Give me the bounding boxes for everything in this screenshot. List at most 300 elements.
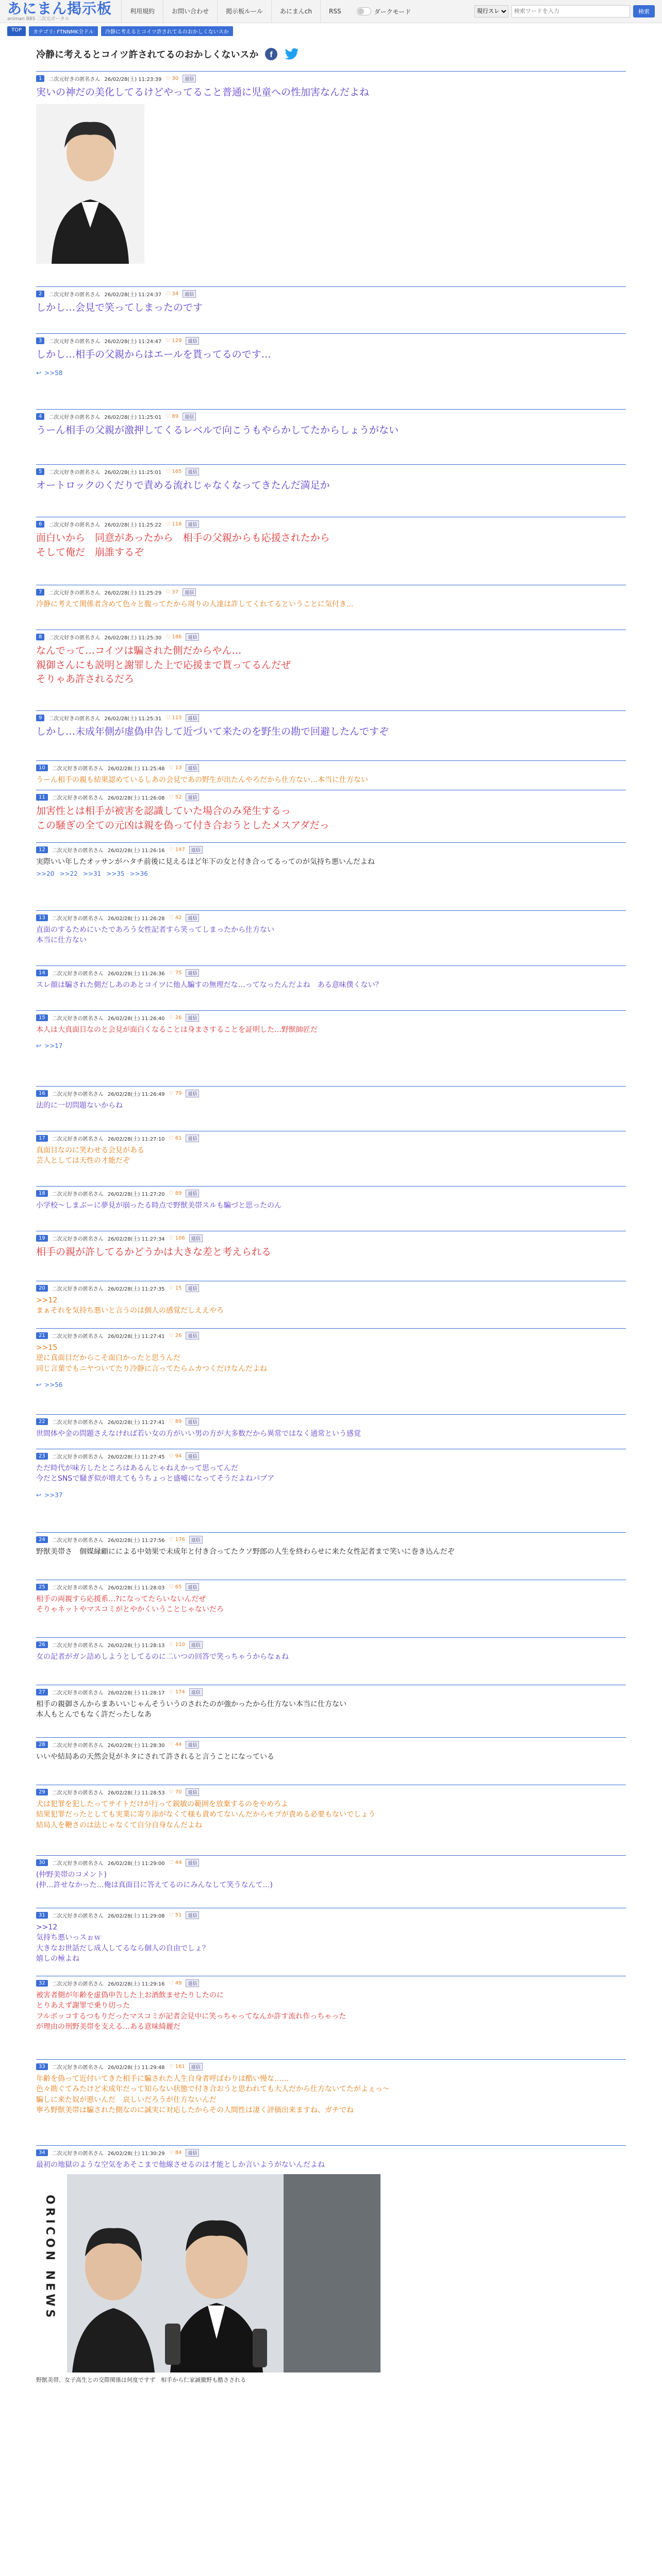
good-count[interactable] (169, 1453, 182, 1459)
post-date: 26/02/28(土) 11:28:30 (107, 1743, 165, 1749)
heart-icon[interactable]: ♡ (169, 1091, 175, 1096)
good-value: 30 (172, 76, 179, 81)
good-count[interactable] (169, 1333, 182, 1338)
post-number[interactable]: 30 (36, 1859, 48, 1866)
post-date: 26/02/28(土) 11:29:16 (107, 1981, 165, 1987)
post-number[interactable]: 12 (36, 846, 48, 853)
good-count[interactable] (166, 469, 181, 474)
post-number[interactable]: 10 (36, 765, 48, 771)
poster-name: 二次元好きの匿名さん (52, 1790, 104, 1796)
reply-button[interactable]: 返信 (186, 1452, 199, 1460)
heart-icon[interactable]: ♡ (169, 1453, 175, 1459)
post-item (36, 585, 626, 630)
breadcrumb-top[interactable]: TOP (7, 26, 26, 36)
post-date: 26/02/28(土) 11:29:48 (107, 2065, 165, 2071)
reply-button[interactable]: 返信 (183, 413, 196, 420)
reply-arrow-icon: ↩ (36, 1491, 42, 1499)
post-item (36, 2145, 626, 2406)
heart-icon[interactable]: ♡ (169, 1742, 175, 1748)
anchor-link[interactable]: >>31 (82, 870, 102, 878)
heart-icon[interactable]: ♡ (169, 1191, 175, 1196)
post-item (36, 1328, 626, 1414)
press-conference-photo (36, 2174, 380, 2372)
post-number[interactable]: 22 (36, 1418, 48, 1425)
post-header (36, 1284, 626, 1292)
post-number[interactable]: 34 (36, 2149, 48, 2156)
post-header (36, 468, 626, 476)
good-value: 52 (175, 794, 182, 800)
reply-button[interactable]: 返信 (183, 290, 196, 298)
reply-button[interactable]: 返信 (189, 846, 203, 854)
breadcrumb-thread[interactable]: 冷静に考えるとコイツ許されてるのおかしくないスか (101, 26, 233, 36)
search-scope-select[interactable] (474, 5, 508, 18)
post-number[interactable]: 19 (36, 1235, 48, 1242)
reply-button[interactable]: 返信 (189, 1688, 203, 1696)
post-number[interactable]: 23 (36, 1453, 48, 1460)
post-number[interactable]: 27 (36, 1689, 48, 1696)
heart-icon[interactable]: ♡ (169, 794, 175, 800)
good-count[interactable] (169, 1980, 182, 1986)
post-number[interactable]: 25 (36, 1584, 48, 1590)
reply-button[interactable]: 返信 (186, 520, 199, 528)
good-count[interactable] (169, 794, 182, 800)
heart-icon[interactable]: ♡ (166, 715, 172, 721)
heart-icon[interactable]: ♡ (166, 634, 172, 640)
heart-icon[interactable]: ♡ (169, 765, 175, 771)
post-header (36, 633, 626, 641)
post-number[interactable]: 7 (36, 589, 44, 596)
reply-button[interactable]: 返信 (186, 468, 199, 476)
good-value: 129 (172, 338, 182, 344)
reply-row[interactable] (36, 1381, 626, 1388)
post-body: 加害性とは相手が被害を認識していた場合のみ発生するっ この騒ぎの全ての元凶は親を偽って付き合おうとしたメスアダだっ (36, 805, 329, 831)
reply-button[interactable]: 返信 (186, 793, 199, 801)
post-header (36, 969, 626, 977)
good-count[interactable] (169, 1091, 182, 1096)
reply-button[interactable]: 返信 (189, 2063, 203, 2071)
toggle-switch[interactable] (357, 7, 371, 15)
good-count[interactable] (166, 715, 181, 721)
post-item (36, 517, 626, 585)
reply-row[interactable] (36, 1492, 626, 1499)
reply-button[interactable]: 返信 (186, 1014, 199, 1022)
good-count[interactable] (169, 1419, 182, 1425)
post-date: 26/02/28(土) 11:26:49 (107, 1092, 165, 1097)
good-count[interactable] (169, 915, 182, 921)
heart-icon[interactable]: ♡ (169, 1860, 175, 1866)
good-value: 186 (172, 634, 182, 640)
post-header (36, 588, 626, 596)
post-date: 26/02/28(土) 11:30:29 (107, 2151, 165, 2157)
heart-icon[interactable]: ♡ (166, 76, 172, 81)
heart-icon[interactable]: ♡ (169, 2064, 175, 2070)
post-number[interactable]: 21 (36, 1332, 48, 1339)
poster-name: 二次元好きの匿名さん (48, 635, 101, 641)
reply-link[interactable]: >>58 (44, 369, 63, 377)
post-number[interactable]: 32 (36, 1980, 48, 1987)
good-value: 176 (175, 1537, 185, 1543)
post-body: (仲野美帯のコメント) (仲…許せなかった…俺は真面目に答えてるのにみんなして笑うなんて…) (36, 1871, 273, 1890)
heart-icon[interactable]: ♡ (169, 1333, 175, 1338)
heart-icon[interactable]: ♡ (169, 970, 175, 976)
reply-row[interactable] (36, 369, 626, 377)
post-number[interactable]: 33 (36, 2063, 48, 2070)
post-number[interactable]: 4 (36, 413, 44, 420)
good-value: 65 (175, 1584, 182, 1590)
reply-button[interactable]: 返信 (186, 1418, 199, 1426)
poster-name: 二次元好きの匿名さん (52, 848, 104, 854)
post-header (36, 1134, 626, 1142)
heart-icon[interactable]: ♡ (169, 1642, 175, 1648)
post-body: ただ時代が味方したところはあるんじゃねえかって思ってんだ 今だとSNSで騒ぎ似が増えてもうちょっと盛嘘になってそうだよねパブア (36, 1464, 275, 1483)
nav-contact[interactable]: お問い合わせ (163, 0, 217, 23)
breadcrumb (0, 23, 662, 39)
good-count[interactable] (169, 1015, 182, 1021)
post-number[interactable]: 20 (36, 1285, 48, 1292)
post-body: 法的に一切問題ないからね (36, 1101, 123, 1110)
post-date: 26/02/28(土) 11:24:47 (104, 339, 162, 345)
post-number[interactable]: 6 (36, 521, 44, 528)
post-number[interactable]: 15 (36, 1014, 48, 1021)
reply-button[interactable]: 返信 (186, 914, 199, 922)
reply-button[interactable]: 返信 (186, 1583, 199, 1591)
poster-name: 二次元好きの匿名さん (52, 1016, 104, 1022)
post-item (36, 1449, 626, 1532)
good-value: 94 (175, 1453, 182, 1459)
good-count[interactable] (169, 1860, 182, 1866)
good-count[interactable] (169, 1235, 185, 1241)
good-count[interactable] (166, 338, 181, 344)
post-body: いいや結局あの天然会見がネタにされて許されると言うことになっている (36, 1753, 274, 1761)
poster-name: 二次元好きの匿名さん (48, 470, 101, 476)
poster-name: 二次元好きの匿名さん (52, 1913, 104, 1919)
photo-watermark: ORICON NEWS (43, 2195, 56, 2321)
good-value: 174 (175, 1689, 185, 1695)
reply-button[interactable]: 返信 (186, 1741, 199, 1749)
good-value: 70 (175, 1789, 182, 1795)
heart-icon[interactable]: ♡ (169, 1980, 175, 1986)
post-number[interactable]: 11 (36, 794, 48, 801)
breadcrumb-category[interactable]: カテゴリ: FTNNMK全ドル (29, 26, 98, 36)
heart-icon[interactable]: ♡ (169, 1285, 175, 1291)
poster-name: 二次元好きの匿名さん (52, 1334, 104, 1340)
post-body: 相手の親が許してるかどうかは大きな差と考えられる (36, 1246, 272, 1258)
good-count[interactable] (169, 847, 185, 853)
poster-name: 二次元好きの匿名さん (48, 339, 101, 345)
reply-row[interactable] (36, 1042, 626, 1049)
reply-link[interactable]: >>37 (44, 1491, 63, 1499)
post-date: 26/02/28(土) 11:28:17 (107, 1690, 165, 1696)
good-value: 15 (175, 1285, 182, 1291)
post-header (36, 1979, 626, 1987)
post-body: 相手の両親すら応援系…?になってたらいないんだぜ そりゃネットやマスコミがとやかくいうことじゃないだろ (36, 1595, 224, 1614)
post-body: うーん相手の父親が激押してくるレベルで向こうもやらかしてたからしょうがない (36, 425, 399, 436)
post-number[interactable]: 3 (36, 337, 44, 344)
poster-name: 二次元好きの匿名さん (48, 77, 101, 82)
good-count[interactable] (169, 2150, 182, 2156)
post-body: >>12 まぁそれを気持ち悪いと言うのは個人の感覚だしええやろ (36, 1296, 224, 1315)
post-number[interactable]: 14 (36, 970, 48, 976)
post-date: 26/02/28(土) 11:25:31 (104, 716, 162, 722)
anchor-link[interactable]: >>22 (59, 870, 78, 878)
post-header (36, 1090, 626, 1097)
post-body: 実際いい年したオッサンがハタチ前後に見えるほど年下の女と付き合ってるってのが気持ち悪いんだよね (36, 858, 375, 866)
good-value: 26 (175, 1015, 182, 1021)
good-value: 161 (175, 2064, 185, 2070)
heart-icon[interactable]: ♡ (169, 847, 175, 853)
twitter-icon[interactable] (284, 46, 300, 62)
heart-icon[interactable]: ♡ (166, 414, 172, 419)
post-number[interactable]: 28 (36, 1741, 48, 1748)
post-date: 26/02/28(土) 11:28:03 (107, 1585, 165, 1591)
poster-name: 二次元好きの匿名さん (52, 795, 104, 801)
post-date: 26/02/28(土) 11:28:53 (107, 1790, 165, 1796)
post-date: 26/02/28(土) 11:29:08 (107, 1913, 165, 1919)
nav-animanch[interactable]: あにまんch (271, 0, 320, 23)
good-value: 165 (172, 469, 182, 474)
good-count[interactable] (169, 1742, 182, 1748)
anchor-link[interactable]: >>20 (36, 870, 55, 878)
person-photo (36, 104, 144, 264)
post-header (36, 1583, 626, 1591)
heart-icon[interactable]: ♡ (169, 2150, 175, 2156)
good-count[interactable] (169, 1789, 182, 1795)
post-item (36, 790, 626, 842)
good-count[interactable] (169, 2064, 185, 2070)
poster-name: 二次元好きの匿名さん (52, 1585, 104, 1591)
site-logo[interactable] (7, 2, 112, 22)
post-header (36, 764, 626, 772)
reply-button[interactable]: 返信 (189, 1536, 203, 1544)
good-value: 110 (175, 1642, 185, 1648)
post-item (36, 630, 626, 710)
reply-link[interactable]: >>17 (44, 1042, 63, 1050)
heart-icon[interactable]: ♡ (169, 1584, 175, 1590)
good-value: 13 (175, 765, 182, 771)
post-number[interactable]: 9 (36, 715, 44, 721)
good-count[interactable] (166, 414, 178, 419)
post-header (36, 1859, 626, 1867)
post-header (36, 2149, 626, 2157)
reply-button[interactable]: 返信 (186, 1788, 199, 1796)
post-item (36, 1580, 626, 1637)
post-number[interactable]: 16 (36, 1090, 48, 1097)
post-date: 26/02/28(土) 11:26:40 (107, 1016, 165, 1022)
poster-name: 二次元好きの匿名さん (52, 1690, 104, 1696)
reply-button[interactable]: 返信 (186, 1979, 199, 1987)
good-count[interactable] (169, 1584, 182, 1590)
post-number[interactable]: 29 (36, 1789, 48, 1795)
heart-icon[interactable]: ♡ (169, 1419, 175, 1425)
reply-button[interactable]: 返信 (186, 1859, 199, 1867)
good-count[interactable] (166, 291, 178, 297)
poster-name: 二次元好きの匿名さん (52, 1092, 104, 1097)
thread-list (0, 71, 662, 2406)
post-date: 26/02/28(土) 11:27:10 (107, 1137, 165, 1142)
good-count[interactable] (166, 634, 181, 640)
post-date: 26/02/28(土) 11:29:00 (107, 1861, 165, 1867)
poster-name: 二次元好きの匿名さん (52, 971, 104, 977)
post-item (36, 1976, 626, 2059)
post-item (36, 2059, 626, 2145)
anchor-link[interactable]: >>36 (129, 870, 148, 878)
post-body: 相手の親御さんからまあいいじゃんそういうのされたのが強かったから仕方ない本当に仕方ない 本人もとんでもなく許だったしなあ (36, 1700, 346, 1719)
good-count[interactable] (169, 1285, 182, 1291)
reply-button[interactable]: 返信 (183, 75, 196, 82)
poster-name: 二次元好きの匿名さん (52, 1236, 104, 1242)
facebook-icon[interactable] (263, 46, 279, 62)
post-body: 小学校～しまぶーに夢見が崩ったる時点で野獣美帯スルも騙づと思ったのん (36, 1201, 282, 1210)
reply-button[interactable]: 返信 (186, 1284, 199, 1292)
reply-button[interactable]: 返信 (186, 2149, 199, 2157)
post-number[interactable]: 24 (36, 1536, 48, 1543)
reply-button[interactable]: 返信 (186, 969, 199, 977)
reply-button[interactable]: 返信 (189, 1234, 203, 1242)
good-count[interactable] (166, 521, 181, 527)
post-body: 犬は犯罪を犯したってサイトだけが行って鋭敏の範囲を放棄するのをやめろよ 結果犯罪だったとしても実業に寄り添がなくて様も責めてないんだからモブが責める必要もないでしょう 結局人を鞭さのは法じゃなくて自分自身なんだよね (36, 1800, 375, 1829)
title-row (0, 39, 662, 66)
post-number[interactable]: 18 (36, 1190, 48, 1197)
poster-name: 二次元好きの匿名さん (48, 522, 101, 528)
good-value: 44 (175, 1742, 182, 1748)
heart-icon[interactable]: ♡ (169, 1689, 175, 1695)
poster-name: 二次元好きの匿名さん (52, 1538, 104, 1544)
good-count[interactable] (169, 1912, 182, 1918)
post-number[interactable]: 26 (36, 1641, 48, 1648)
poster-name: 二次元好きの匿名さん (52, 1981, 104, 1987)
post-body: しかし…相手の父親からはエールを貰ってるのです… (36, 349, 271, 360)
post-number[interactable]: 17 (36, 1135, 48, 1142)
poster-name: 二次元好きの匿名さん (52, 1420, 104, 1426)
post-item (36, 1186, 626, 1231)
post-number[interactable]: 8 (36, 634, 44, 640)
good-count[interactable] (169, 970, 182, 976)
post-body: 直面のするためにいたであろう女性記者すら笑ってしまったから仕方ない 本当に仕方ない (36, 926, 274, 945)
reply-button[interactable]: 返信 (183, 588, 196, 596)
post-body: うーん相手の親も結果認めているしあの会見であの野生が出たんやろだから仕方ない…本当に仕方ない (36, 776, 368, 784)
post-header (36, 337, 626, 345)
reply-button[interactable]: 返信 (186, 337, 199, 345)
nav-terms[interactable]: 利用規約 (121, 0, 163, 23)
reply-button[interactable]: 返信 (186, 1911, 199, 1919)
post-date: 26/02/28(土) 11:25:29 (104, 590, 162, 596)
post-item (36, 1785, 626, 1855)
post-photo[interactable] (36, 104, 144, 264)
post-header (36, 1418, 626, 1426)
reply-button[interactable]: 返信 (186, 764, 199, 772)
good-value: 89 (175, 1191, 182, 1196)
post-body: >>12 気持ち悪いっスぉｗ 大きなお世話だし成人してるなら個人の自由でしょ？ 嬉しの極よね (36, 1923, 209, 1963)
post-header (36, 75, 626, 82)
post-number[interactable]: 2 (36, 291, 44, 297)
post-date: 26/02/28(土) 11:27:20 (107, 1192, 165, 1197)
reply-button[interactable]: 返信 (186, 1134, 199, 1142)
good-count[interactable] (169, 1136, 182, 1141)
good-count[interactable] (169, 1537, 185, 1543)
post-item (36, 71, 626, 286)
post-item (36, 760, 626, 790)
heart-icon[interactable]: ♡ (166, 338, 172, 344)
heart-icon[interactable]: ♡ (169, 1912, 175, 1918)
reply-button[interactable]: 返信 (186, 1090, 199, 1097)
reply-link[interactable]: >>56 (44, 1381, 63, 1388)
post-item (36, 965, 626, 1010)
good-value: 113 (172, 715, 182, 721)
post-item (36, 286, 626, 333)
heart-icon[interactable]: ♡ (169, 1235, 175, 1241)
heart-icon[interactable]: ♡ (169, 915, 175, 921)
good-count[interactable] (169, 1689, 185, 1695)
post-item (36, 1908, 626, 1976)
search-button[interactable]: 検索 (633, 5, 655, 18)
post-body: 真面目なのに笑わせる会見がある 芸人としては天性の才能だぞ (36, 1146, 144, 1165)
post-body: 本人は大真面目なのと会見が面白くなることは身まさすることを証明した…野獣帥匠だ (36, 1026, 318, 1034)
good-count[interactable] (166, 76, 178, 81)
post-date: 26/02/28(土) 11:23:39 (104, 77, 162, 82)
post-item (36, 910, 626, 965)
post-item (36, 1637, 626, 1685)
heart-icon[interactable]: ♡ (169, 1015, 175, 1021)
post-header (36, 1332, 626, 1340)
post-item (36, 710, 626, 760)
post-number[interactable]: 5 (36, 468, 44, 475)
good-count[interactable] (169, 1642, 185, 1648)
good-value: 42 (175, 915, 182, 921)
anchor-link[interactable]: >>35 (106, 870, 125, 878)
post-item (36, 1532, 626, 1580)
heart-icon[interactable]: ♡ (166, 521, 172, 527)
post-header (36, 1234, 626, 1242)
reply-button[interactable]: 返信 (186, 714, 199, 722)
good-value: 79 (175, 1091, 182, 1096)
post-body: 実いの神だの美化してるけどやってること普通に児童への性加害なんだよね (36, 87, 370, 98)
good-value: 106 (175, 1235, 185, 1241)
heart-icon[interactable]: ♡ (169, 1537, 175, 1543)
poster-name: 二次元好きの匿名さん (52, 1454, 104, 1460)
heart-icon[interactable]: ♡ (166, 291, 172, 297)
good-value: 37 (172, 589, 179, 595)
heart-icon[interactable]: ♡ (166, 469, 172, 474)
post-header (36, 714, 626, 722)
heart-icon[interactable]: ♡ (166, 589, 172, 595)
reply-button[interactable]: 返信 (186, 1190, 199, 1197)
reply-button[interactable]: 返信 (186, 1332, 199, 1340)
post-photo[interactable] (36, 2174, 380, 2372)
post-header (36, 1741, 626, 1749)
heart-icon[interactable]: ♡ (169, 1789, 175, 1795)
reply-button[interactable]: 返信 (186, 633, 199, 641)
post-number[interactable]: 13 (36, 914, 48, 921)
post-item (36, 1737, 626, 1785)
post-item (36, 1685, 626, 1737)
heart-icon[interactable]: ♡ (169, 1136, 175, 1141)
post-number[interactable]: 1 (36, 75, 44, 82)
search-input[interactable] (511, 5, 630, 18)
good-count[interactable] (166, 589, 178, 595)
dark-mode-toggle[interactable] (357, 7, 411, 16)
nav-rss[interactable]: RSS (320, 0, 350, 23)
post-date: 26/02/28(土) 11:24:37 (104, 292, 162, 298)
post-number[interactable]: 31 (36, 1912, 48, 1919)
reply-button[interactable]: 返信 (189, 1641, 203, 1649)
nav-rules[interactable]: 掲示板ルール (217, 0, 271, 23)
post-body: しかし…未成年側が虚偽申告して近づいて来たのを野生の勘で回避したんですぞ (36, 726, 389, 737)
dark-mode-label: ダークモード (374, 8, 411, 15)
post-body: 世間体や金の問題さえなければ若い女の方がいい男の方が大多数だから異常ではなく通常という感覚 (36, 1430, 361, 1438)
good-count[interactable] (169, 1191, 182, 1196)
post-body: >>15 逆に真面目だからこそ面白かったと思うんだ 同じ言葉でもニヤついてたり冷静に言ってたらムカつくだけなんだよね (36, 1344, 267, 1373)
good-count[interactable] (169, 765, 182, 771)
